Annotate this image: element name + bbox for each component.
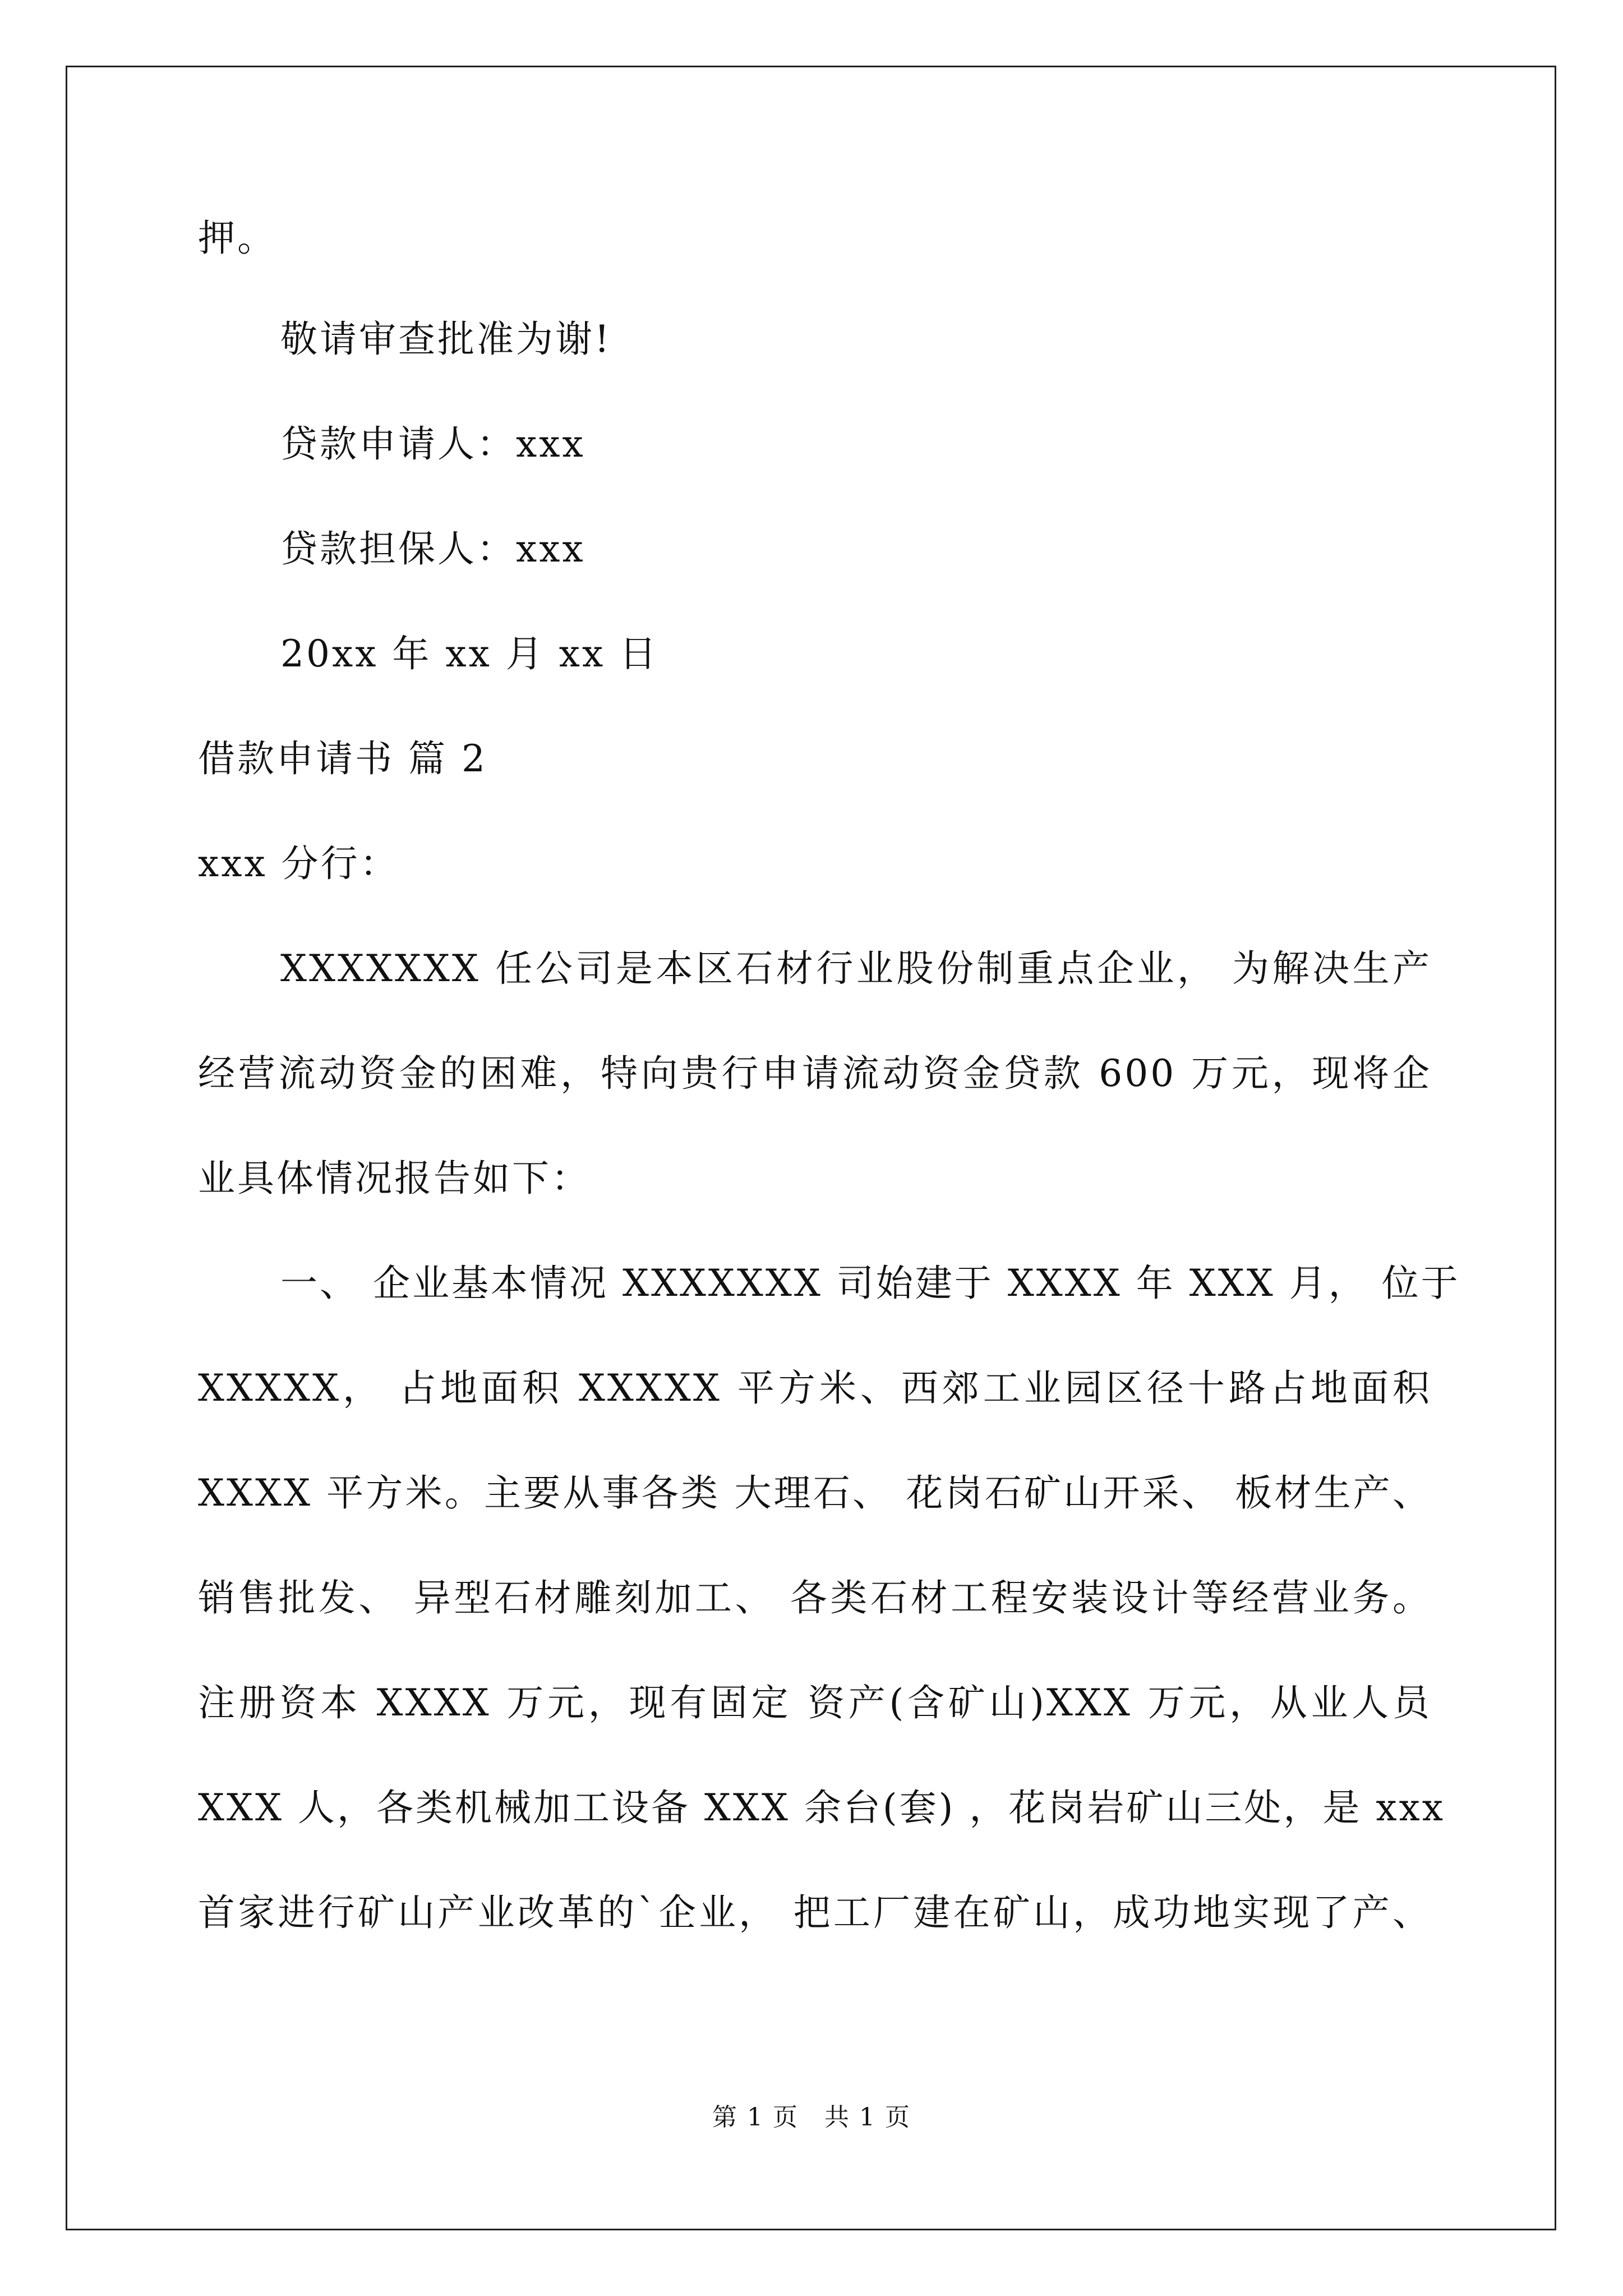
section-heading: 借款申请书 篇 2 [198,737,487,780]
text-line-5: 20xx 年 xx 月 xx 日 [280,632,659,675]
paragraph-line-7: 销售批发、 异型石材雕刻加工、 各类石材工程安装设计等经营业务。 [198,1576,1432,1619]
text-line-4: 贷款担保人：xxx [280,527,585,570]
paragraph-line-6: XXXX 平方米。主要从事各类 大理石、 花岗石矿山开采、 板材生产、 [198,1471,1432,1515]
paragraph-line-8: 注册资本 XXXX 万元，现有固定 资产(含矿山)XXX 万元，从业人员 [198,1681,1432,1724]
addressee: xxx 分行： [198,842,399,885]
text-line-2: 敬请审查批准为谢! [280,318,612,361]
paragraph-line-1: XXXXXXX 任公司是本区石材行业股份制重点企业， 为解决生产 [280,947,1432,990]
text-line-1: 押。 [198,217,276,260]
paragraph-line-9: XXX 人，各类机械加工设备 XXX 余台(套) ，花岗岩矿山三处，是 xxx [198,1786,1445,1829]
paragraph-line-5: XXXXX， 占地面积 XXXXX 平方米、西郊工业园区径十路占地面积 [198,1366,1432,1410]
paragraph-line-10: 首家进行矿山产业改革的`企业， 把工厂建在矿山，成功地实现了产、 [198,1891,1432,1934]
paragraph-line-3: 业具体情况报告如下： [198,1157,591,1200]
paragraph-line-4: 一、 企业基本情况 XXXXXXX 司始建于 XXXX 年 XXX 月， 位于 [280,1262,1460,1305]
text-line-3: 贷款申请人：xxx [280,422,585,466]
page-number: 第 1 页 共 1 页 [712,2103,911,2132]
paragraph-line-2: 经营流动资金的困难，特向贵行申请流动资金贷款 600 万元，现将企 [198,1052,1432,1095]
